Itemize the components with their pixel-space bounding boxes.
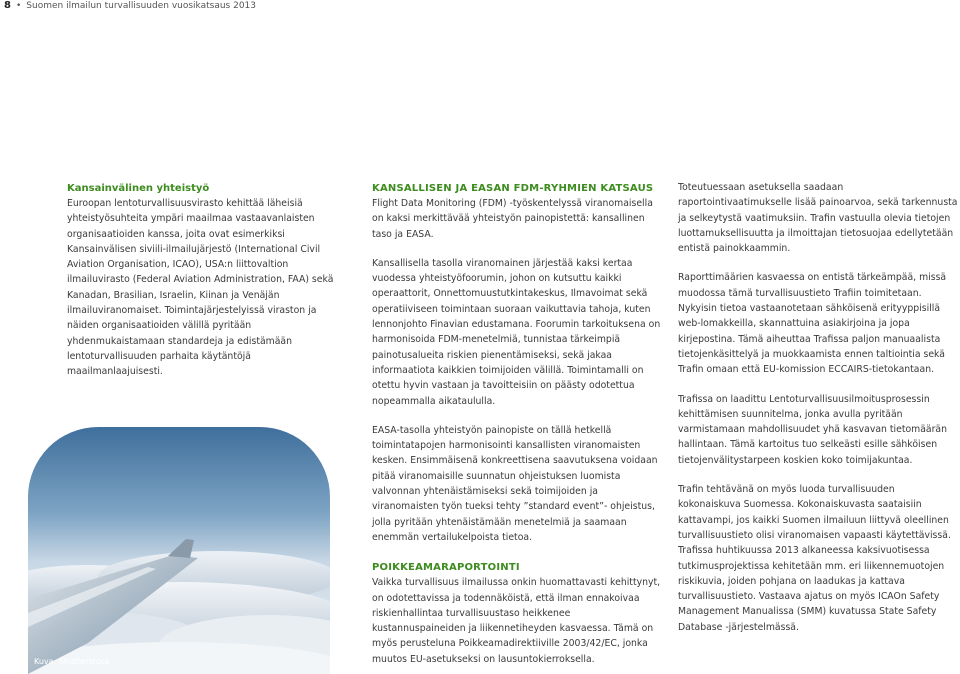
publication-title: Suomen ilmailun turvallisuuden vuosikatsaus 2013: [26, 1, 257, 11]
paragraph-international-cooperation: Euroopan lentoturvallisuusvirasto kehittää läheisiä yhteistyösuhteita ympäri maailmaa vastaavanlaisten organisaatioiden kanssa, joita ovat esimerkiksi Kansainvälisen siviili-ilmailujärjestö (International Civil Aviation Organisation, ICAO), USA:n liittovaltion ilmailuvirasto (Federal Aviation Administration, FAA) sekä Kanadan, Brasilian, Israelin, Kiinan ja Venäjän ilmailuviranomaiset. Toimintajärjestelyissä viraston ja näiden organisaatioiden välillä pyritään yhdenmukaistamaan standardeja ja edistämään lentoturvallisuuden parhaita käytäntöjä maailmanlaajuisesti.: [67, 198, 334, 378]
header-separator: •: [15, 1, 22, 11]
paragraph-fdm-easa: EASA-tasolla yhteistyön painopiste on tällä hetkellä toimintatapojen harmonisointi kansallisten viranomaisten kesken. Ensimmäisenä konkreettisena saavutuksena voidaan pitää viranomaisille suunnatun ohjeistuksen luomista valvonnan yhtenäistämiseksi sekä toimijoiden ja viranomaisten työn tueksi tehty ”standard event”- ohjeistus, jolla pyritään yhtenäistämään menetelmiä ja saamaan enemmän vertailukelpoista tietoa.: [372, 424, 658, 543]
photo-credit: Kuva: Shutterstock: [34, 657, 110, 666]
section-heading-international-cooperation: Kansainvälinen yhteistyö: [67, 183, 210, 194]
column-middle: [372, 182, 664, 667]
page-header: [4, 0, 256, 11]
wing-over-clouds-image: [28, 427, 330, 674]
column-right: [678, 180, 960, 635]
paragraph-occurrence-reporting: Vaikka turvallisuus ilmailussa onkin huomattavasti kehittynyt, on odotettavissa ja todennäköistä, että ilman ennakoivaa riskienhallintaa turvallisuustaso heikkenee kustannuspaineiden ja liikennetiheyden kasvaessa. Tämä on myös perusteluna Poikkeamadirektiiville 2003/42/EC, jonka muutos EU-asetukseksi on lausuntokierroksella.: [372, 577, 661, 665]
page-number: 8: [4, 0, 11, 11]
paragraph-process-plan: Trafissa on laadittu Lentoturvallisuusilmoitusprosessin kehittämisen suunnitelma, jonka avulla pyritään varmistamaan mahdollisuudet yhä kasvavan tietomäärän hallintaan. Tämä kartoitus tuo selkeästi esille sähköisen tietojenvälitystarpeen koskien koko toimijakuntaa.: [678, 393, 948, 466]
paragraph-safety-overview: Trafin tehtävänä on myös luoda turvallisuuden kokonaiskuva Suomessa. Kokonaiskuvasta saataisiin kattavampi, jos kaikki Suomen ilmailuun liittyvä oleellinen turvallisuustieto olisi viranomaisen vapaasti käytettävissä. Trafissa huhtikuussa 2013 alkaneessa kaksivuotisessa tutkimusprojektissa kehitetään mm. eri liikennemuotojen riskikuvia, joiden pohjana on laadukas ja kattava turvallisuustieto. Vastaava ajatus on myös ICAOn Safety Management Manualissa (SMM) kuvatussa State Safety Database -järjestelmässä.: [678, 484, 951, 633]
paragraph-regulation-effect: Toteutuessaan asetuksella saadaan raportointivaatimukselle lisää painoarvoa, sekä tarkennusta ja selkeytystä vaatimuksiin. Trafin vastuulla olevia tietojen luottamuksellisuutta ja ilmoittajan tietosuojaa edellytetään entistä painokkaammin.: [678, 182, 958, 255]
paragraph-fdm-national: Kansallisella tasolla viranomainen järjestää kaksi kertaa vuodessa yhteistyöfoorumin, johon on kutsuttu kaikki operaattorit, Onnettomuustutkintakeskus, Ilmavoimat sekä operatiiviseen toimintaan suoraan vaikuttavia tahoja, kuten lennonjohto Finavian edustamana. Foorumin tarkoituksena on harmonisoida FDM-menetelmiä, tunnistaa tärkeimpiä painotusalueita riskien pienentämiseksi, sekä jakaa informaatiota kaikkien toimijoiden välillä. Toimintamalli on otettu hyvin vastaan ja tavoitteisiin on päästy odotettua nopeammalla aikataululla.: [372, 257, 661, 407]
column-left: [67, 182, 349, 380]
paragraph-fdm-intro: Flight Data Monitoring (FDM) -työskentelyssä viranomaisella on kaksi merkittävää yhteistyön painopistettä: kansallinen taso ja EASA.: [372, 198, 653, 240]
paragraph-report-formats: Raporttimäärien kasvaessa on entistä tärkeämpää, missä muodossa tämä turvallisuustieto Trafiin toimitetaan. Nykyisin tietoa vastaanotetaan sähköisenä erityyppisillä web-lomakkeilla, skannattuina asiakirjoina ja jopa kirjepostina. Tämä aiheuttaa Trafissa paljon manuaalista tietojenkäsittelyä ja muokkaamista ennen taltiointia sekä Trafin omaan että EU-komission ECCAIRS-tietokantaan.: [678, 272, 947, 376]
section-heading-occurrence-reporting: POIKKEAMARAPORTOINTI: [372, 562, 520, 574]
section-heading-fdm-review: KANSALLISEN JA EASAN FDM-RYHMIEN KATSAUS: [372, 183, 654, 194]
airplane-wing-photo: [28, 427, 330, 674]
